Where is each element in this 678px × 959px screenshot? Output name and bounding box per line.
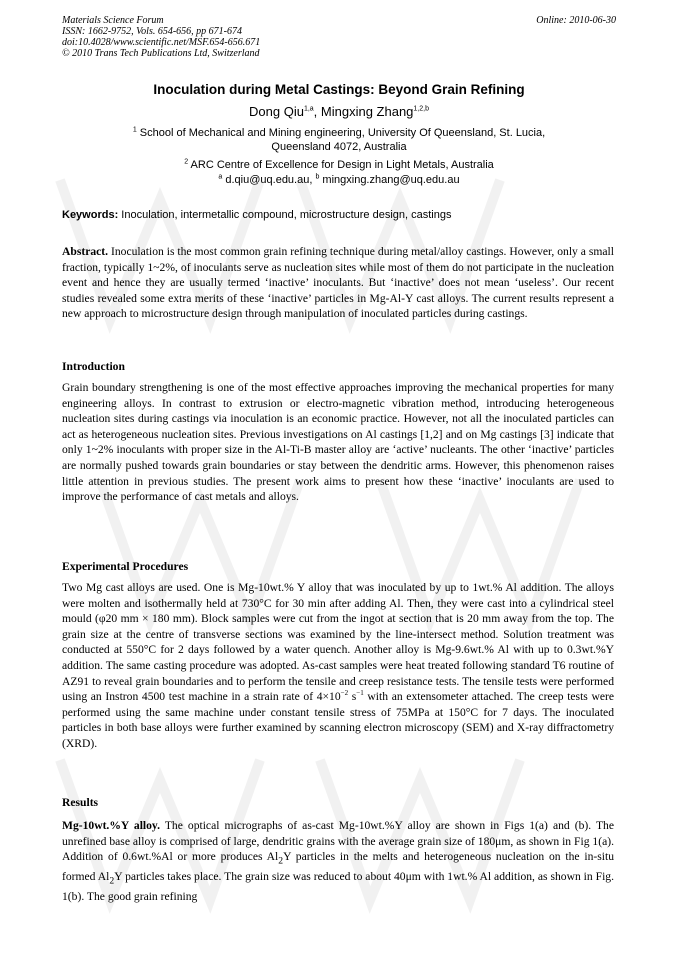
section-heading-experimental: Experimental Procedures — [62, 560, 189, 573]
paragraph-text: Y particles in the melts and heterogeneous nucleation on the in-situ formed Al — [62, 850, 614, 884]
results-paragraph — [62, 818, 614, 905]
paper-title: Inoculation during Metal Castings: Beyond Grain Refining — [153, 82, 525, 97]
affiliation-2 — [62, 158, 616, 172]
keywords-text: Inoculation, intermetallic compound, microstructure design, castings — [118, 209, 452, 221]
affiliation-text: School of Mechanical and Mining engineering, University Of Queensland, St. Lucia, — [136, 127, 546, 139]
subscript: 2 — [278, 855, 284, 867]
experimental-paragraph — [62, 580, 614, 752]
email-address: mingxing.zhang@uq.edu.au — [319, 174, 460, 186]
email-marker: b — [315, 173, 320, 181]
author-superscript: 1,2,b — [413, 105, 429, 113]
keywords-label: Keywords: — [62, 209, 119, 221]
paragraph-text: with an extensometer attached. The creep tests were performed using the same machine under constant tensile stress of 75MPa at 150°C for 7 days. The inoculated particles in both base alloys were further examined by scanning electron microscopy (SEM) and X-ray diffractometry (XRD). — [62, 690, 614, 750]
issn-line: ISSN: 1662-9752, Vols. 654-656, pp 671-674 — [62, 26, 242, 37]
exponent: −1 — [356, 689, 364, 698]
copyright-line: © 2010 Trans Tech Publications Ltd, Switzerland — [62, 48, 260, 59]
author-name: Dong Qiu — [249, 104, 304, 119]
subscript: 2 — [109, 875, 115, 887]
abstract-label: Abstract. — [62, 245, 109, 258]
affiliation-text: Queensland 4072, Australia — [271, 141, 407, 153]
abstract — [62, 244, 614, 322]
journal-meta — [62, 15, 260, 59]
author-emails — [62, 173, 616, 187]
exponent: −2 — [340, 689, 349, 698]
affiliation-1 — [62, 126, 616, 154]
paragraph-text: s — [348, 690, 357, 704]
paragraph-text: Two Mg cast alloys are used. One is Mg-10wt.% Y alloy that was inoculated by up to 1wt.% Al addition. The alloys were molten and isothermally held at 730°C for 30 min after adding Al. Then, they were cast into a cylindrical steel mould (φ20 mm × 180 mm). Block samples were cut from the ingot at section that is 20 mm away from the top. The grain size at the centre of transverse sections was examined by the line-intersect method. Solution treatment was conducted at 550°C for 2 days followed by a water quench. Another alloy is Mg-9.6wt.% Al with up to 0.3wt.%Y addition. The same casting procedure was adopted. As-cast samples were heat treated following standard T6 routine of AZ91 to reveal grain boundaries and to perform the tensile and creep resistance tests. The tensile tests were performed using an Instron 4500 test machine in a strain rate of 4×10 — [62, 581, 614, 704]
doi-line: doi:10.4028/www.scientific.net/MSF.654-656.671 — [62, 37, 261, 48]
author-separator: , — [313, 104, 321, 119]
online-date: Online: 2010-06-30 — [536, 15, 616, 26]
keywords — [62, 209, 622, 221]
email-marker: a — [218, 173, 223, 181]
author-superscript: 1,a — [303, 105, 314, 113]
results-lead: Mg-10wt.%Y alloy. — [62, 819, 160, 832]
section-heading-introduction: Introduction — [62, 360, 125, 373]
affiliation-marker: 1 — [132, 126, 137, 134]
email-address: d.qiu@uq.edu.au, — [222, 174, 316, 186]
author-line — [62, 104, 616, 119]
introduction-paragraph: Grain boundary strengthening is one of the most effective approaches improving the mechanical properties for many engineering alloys. In contrast to extrusion or electro-magnetic vibration method, introducing heterogeneous nucleation sites during castings via inoculation is an economic practice. However, not all the inoculated particles can act as heterogeneous nucleation sites. Previous investigations on Al castings [1,2] and on Mg castings [3] indicate that only 1~2% inoculants with proper size in the Al-Ti-B master alloy are ‘active’ nucleants. The other ‘inactive’ particles are normally pushed towards grain boundaries or stay between the dendritic arms. However, this phenomenon raises little attention in previous studies. The present work aims to present how these ‘inactive’ inoculants are used to improve the performance of cast metals and alloys. — [62, 381, 614, 504]
author-name: Mingxing Zhang — [320, 104, 414, 119]
journal-name: Materials Science Forum — [62, 15, 164, 26]
section-heading-results: Results — [62, 796, 99, 809]
paragraph-text: The optical micrographs of as-cast Mg-10wt.%Y alloy are shown in Figs 1(a) and (b). The unrefined base alloy is comprised of large, dendritic grains with the average grain size of 180μm, as shown in Fig 1(a). Addition of 0.6wt.%Al or more produces Al — [62, 819, 614, 864]
paragraph-text: Y particles takes place. The grain size was reduced to about 40μm with 1wt.% Al addition, as shown in Fig. 1(b). The good grain refining — [62, 870, 614, 903]
abstract-text: Inoculation is the most common grain refining technique during metal/alloy castings. However, only a small fraction, typically 1~2%, of inoculants serve as nucleation sites while most of them do not participate in the nucleation event and hence they are usually termed ‘inactive’ inoculants. But ‘inactive’ does not mean ‘useless’. Our recent studies revealed some extra merits of these ‘inactive’ particles in Mg-Al-Y cast alloys. The current results represent a new approach to microstructure design through manipulation of inoculated particles during castings. — [62, 245, 614, 321]
affiliation-marker: 2 — [184, 158, 189, 166]
affiliation-text: ARC Centre of Excellence for Design in Light Metals, Australia — [188, 159, 494, 171]
